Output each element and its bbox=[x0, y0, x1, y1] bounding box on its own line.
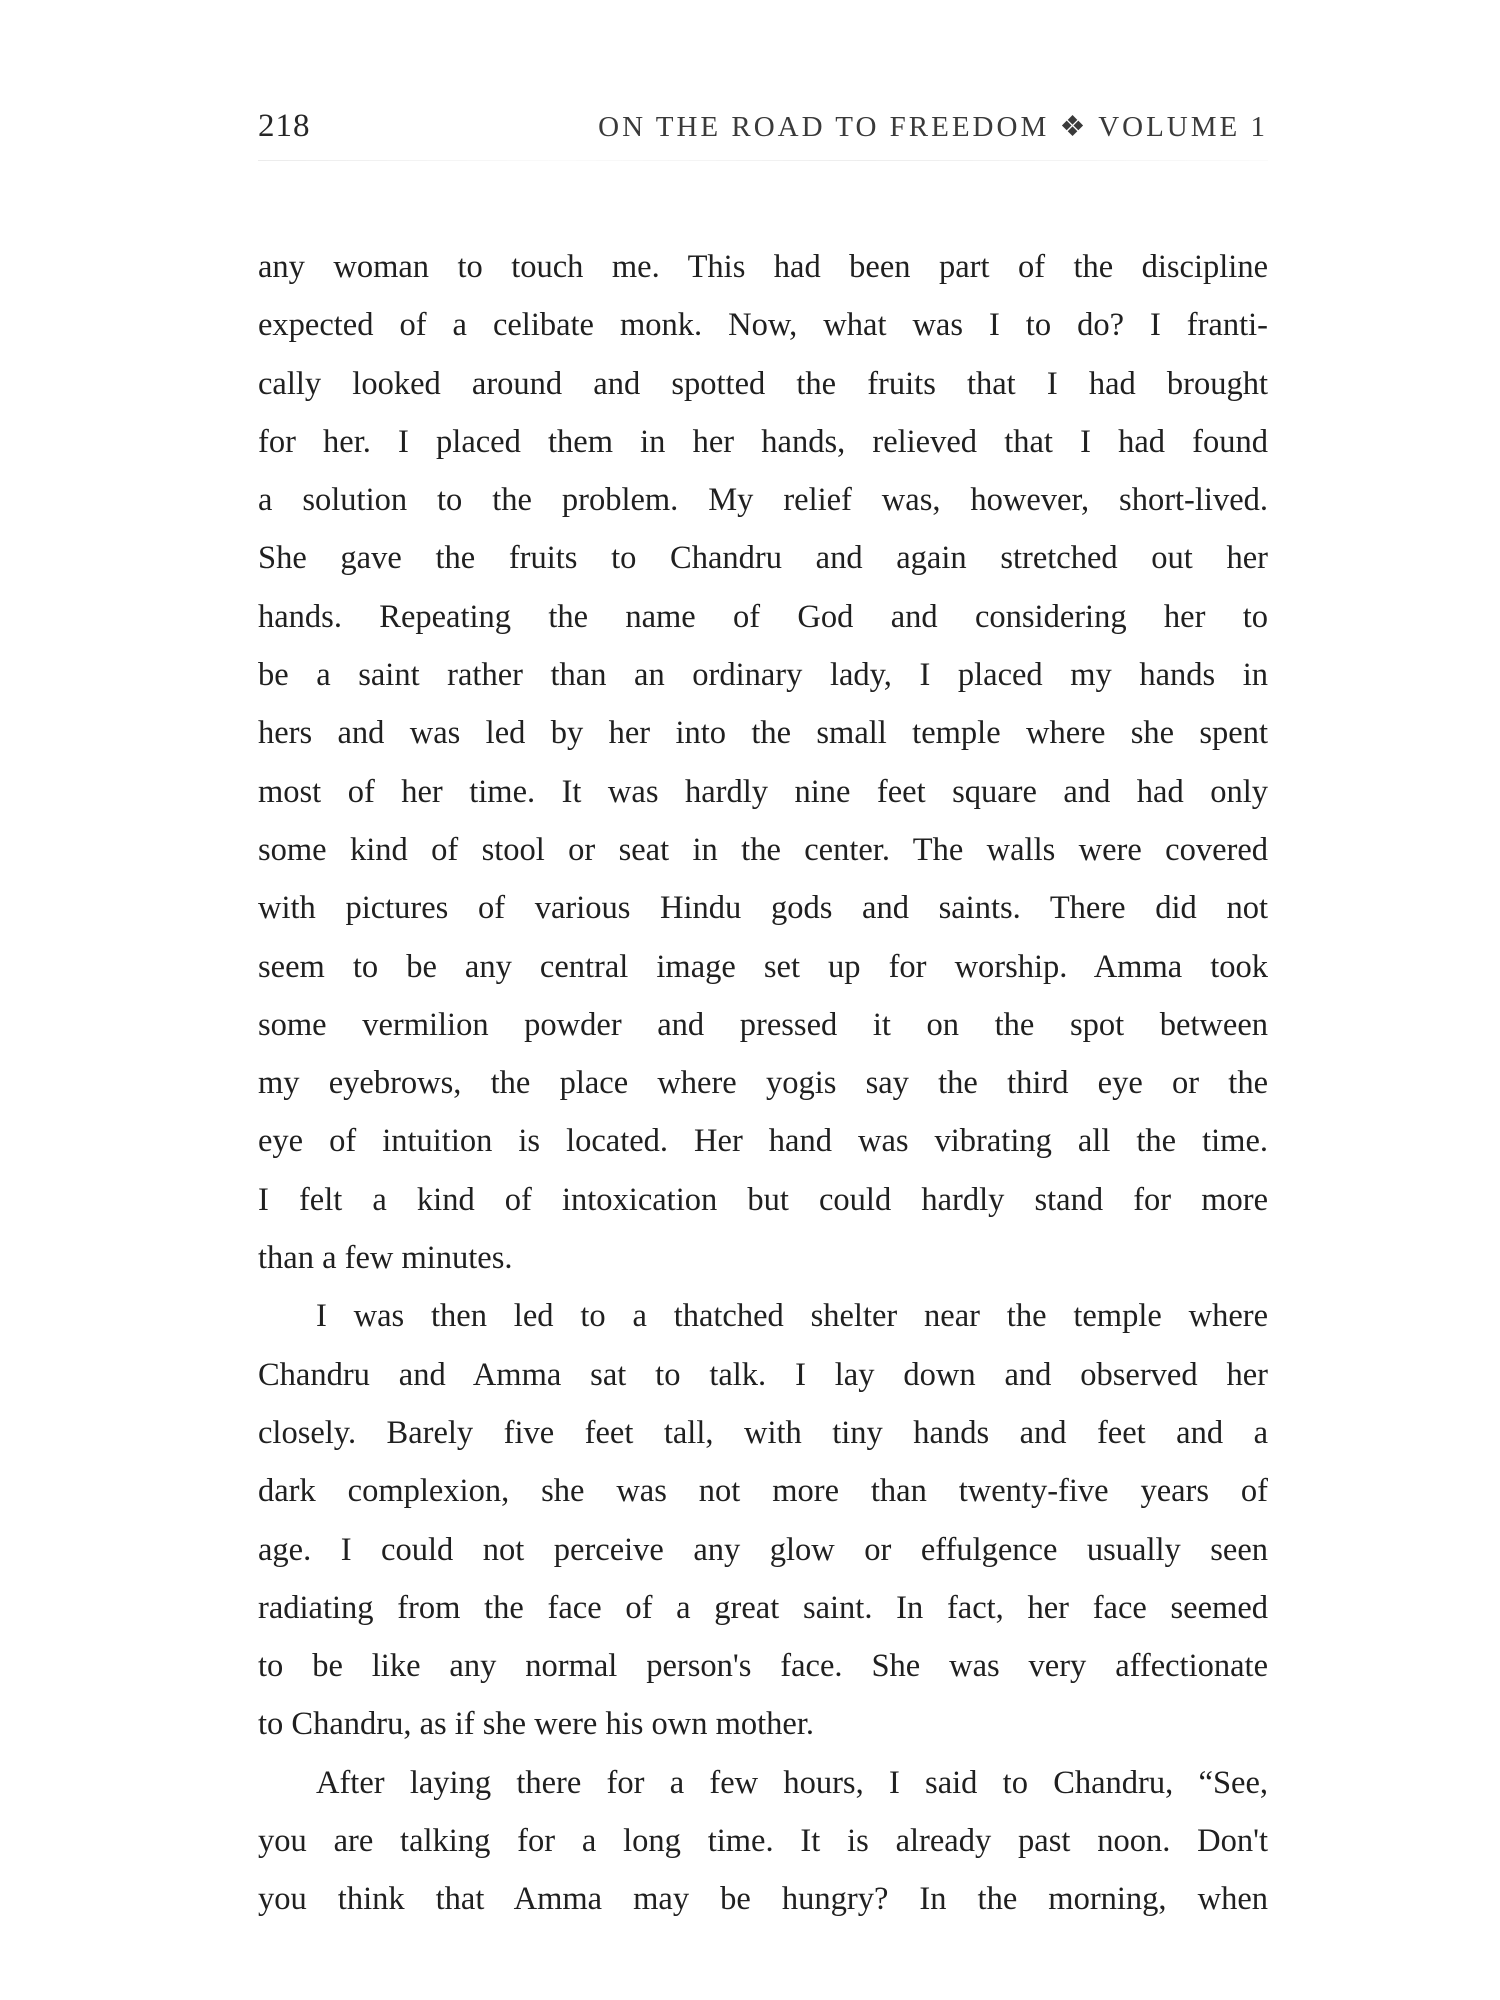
running-head bbox=[258, 108, 1268, 148]
text-line: closely. Barely five feet tall, with tiny hands and feet and a bbox=[258, 1414, 1268, 1451]
text-line: most of her time. It was hardly nine feet square and had only bbox=[258, 773, 1268, 810]
text-line: seem to be any central image set up for worship. Amma took bbox=[258, 948, 1268, 985]
text-line: to Chandru, as if she were his own mother. bbox=[258, 1706, 815, 1743]
text-line: some kind of stool or seat in the center. The walls were covered bbox=[258, 831, 1268, 868]
text-line: hands. Repeating the name of God and considering her to bbox=[258, 598, 1268, 635]
text-line: I was then led to a thatched shelter near the temple where bbox=[316, 1298, 1268, 1335]
text-line: for her. I placed them in her hands, relieved that I had found bbox=[258, 423, 1268, 460]
paragraph-2 bbox=[258, 1287, 1268, 1753]
text-line: any woman to touch me. This had been part of the discipline bbox=[258, 249, 1268, 285]
text-line: eye of intuition is located. Her hand was vibrating all the time. bbox=[258, 1123, 1268, 1160]
text-line: Chandru and Amma sat to talk. I lay down and observed her bbox=[258, 1356, 1268, 1393]
book-title: ON THE ROAD TO FREEDOM ❖ VOLUME 1 bbox=[598, 111, 1268, 143]
text-line: She gave the fruits to Chandru and again stretched out her bbox=[258, 540, 1268, 577]
text-line: After laying there for a few hours, I said to Chandru, “See, bbox=[316, 1764, 1268, 1801]
page-number: 218 bbox=[258, 108, 311, 144]
text-line: than a few minutes. bbox=[258, 1240, 513, 1277]
text-line: radiating from the face of a great saint. In fact, her face seemed bbox=[258, 1589, 1268, 1626]
text-line: age. I could not perceive any glow or effulgence usually seen bbox=[258, 1531, 1268, 1568]
text-line: a solution to the problem. My relief was, however, short-lived. bbox=[258, 482, 1268, 519]
text-line: be a saint rather than an ordinary lady, I placed my hands in bbox=[258, 657, 1268, 694]
paragraph-1 bbox=[258, 238, 1268, 1287]
text-line: expected of a celibate monk. Now, what was I to do? I franti- bbox=[258, 307, 1268, 344]
body-text bbox=[258, 238, 1268, 1929]
text-line: some vermilion powder and pressed it on the spot between bbox=[258, 1006, 1268, 1043]
text-line: hers and was led by her into the small temple where she spent bbox=[258, 715, 1268, 752]
text-line: dark complexion, she was not more than twenty-five years of bbox=[258, 1473, 1268, 1510]
text-line: to be like any normal person's face. She was very affectionate bbox=[258, 1648, 1268, 1685]
text-line: cally looked around and spotted the fruits that I had brought bbox=[258, 365, 1268, 402]
text-line: with pictures of various Hindu gods and saints. There did not bbox=[258, 890, 1268, 927]
text-line: my eyebrows, the place where yogis say the third eye or the bbox=[258, 1065, 1268, 1102]
paragraph-3 bbox=[258, 1754, 1268, 1929]
header-rule bbox=[258, 160, 1268, 161]
text-line: I felt a kind of intoxication but could hardly stand for more bbox=[258, 1181, 1268, 1218]
text-line: you think that Amma may be hungry? In the morning, when bbox=[258, 1881, 1268, 1918]
text-line: you are talking for a long time. It is already past noon. Don't bbox=[258, 1823, 1268, 1860]
